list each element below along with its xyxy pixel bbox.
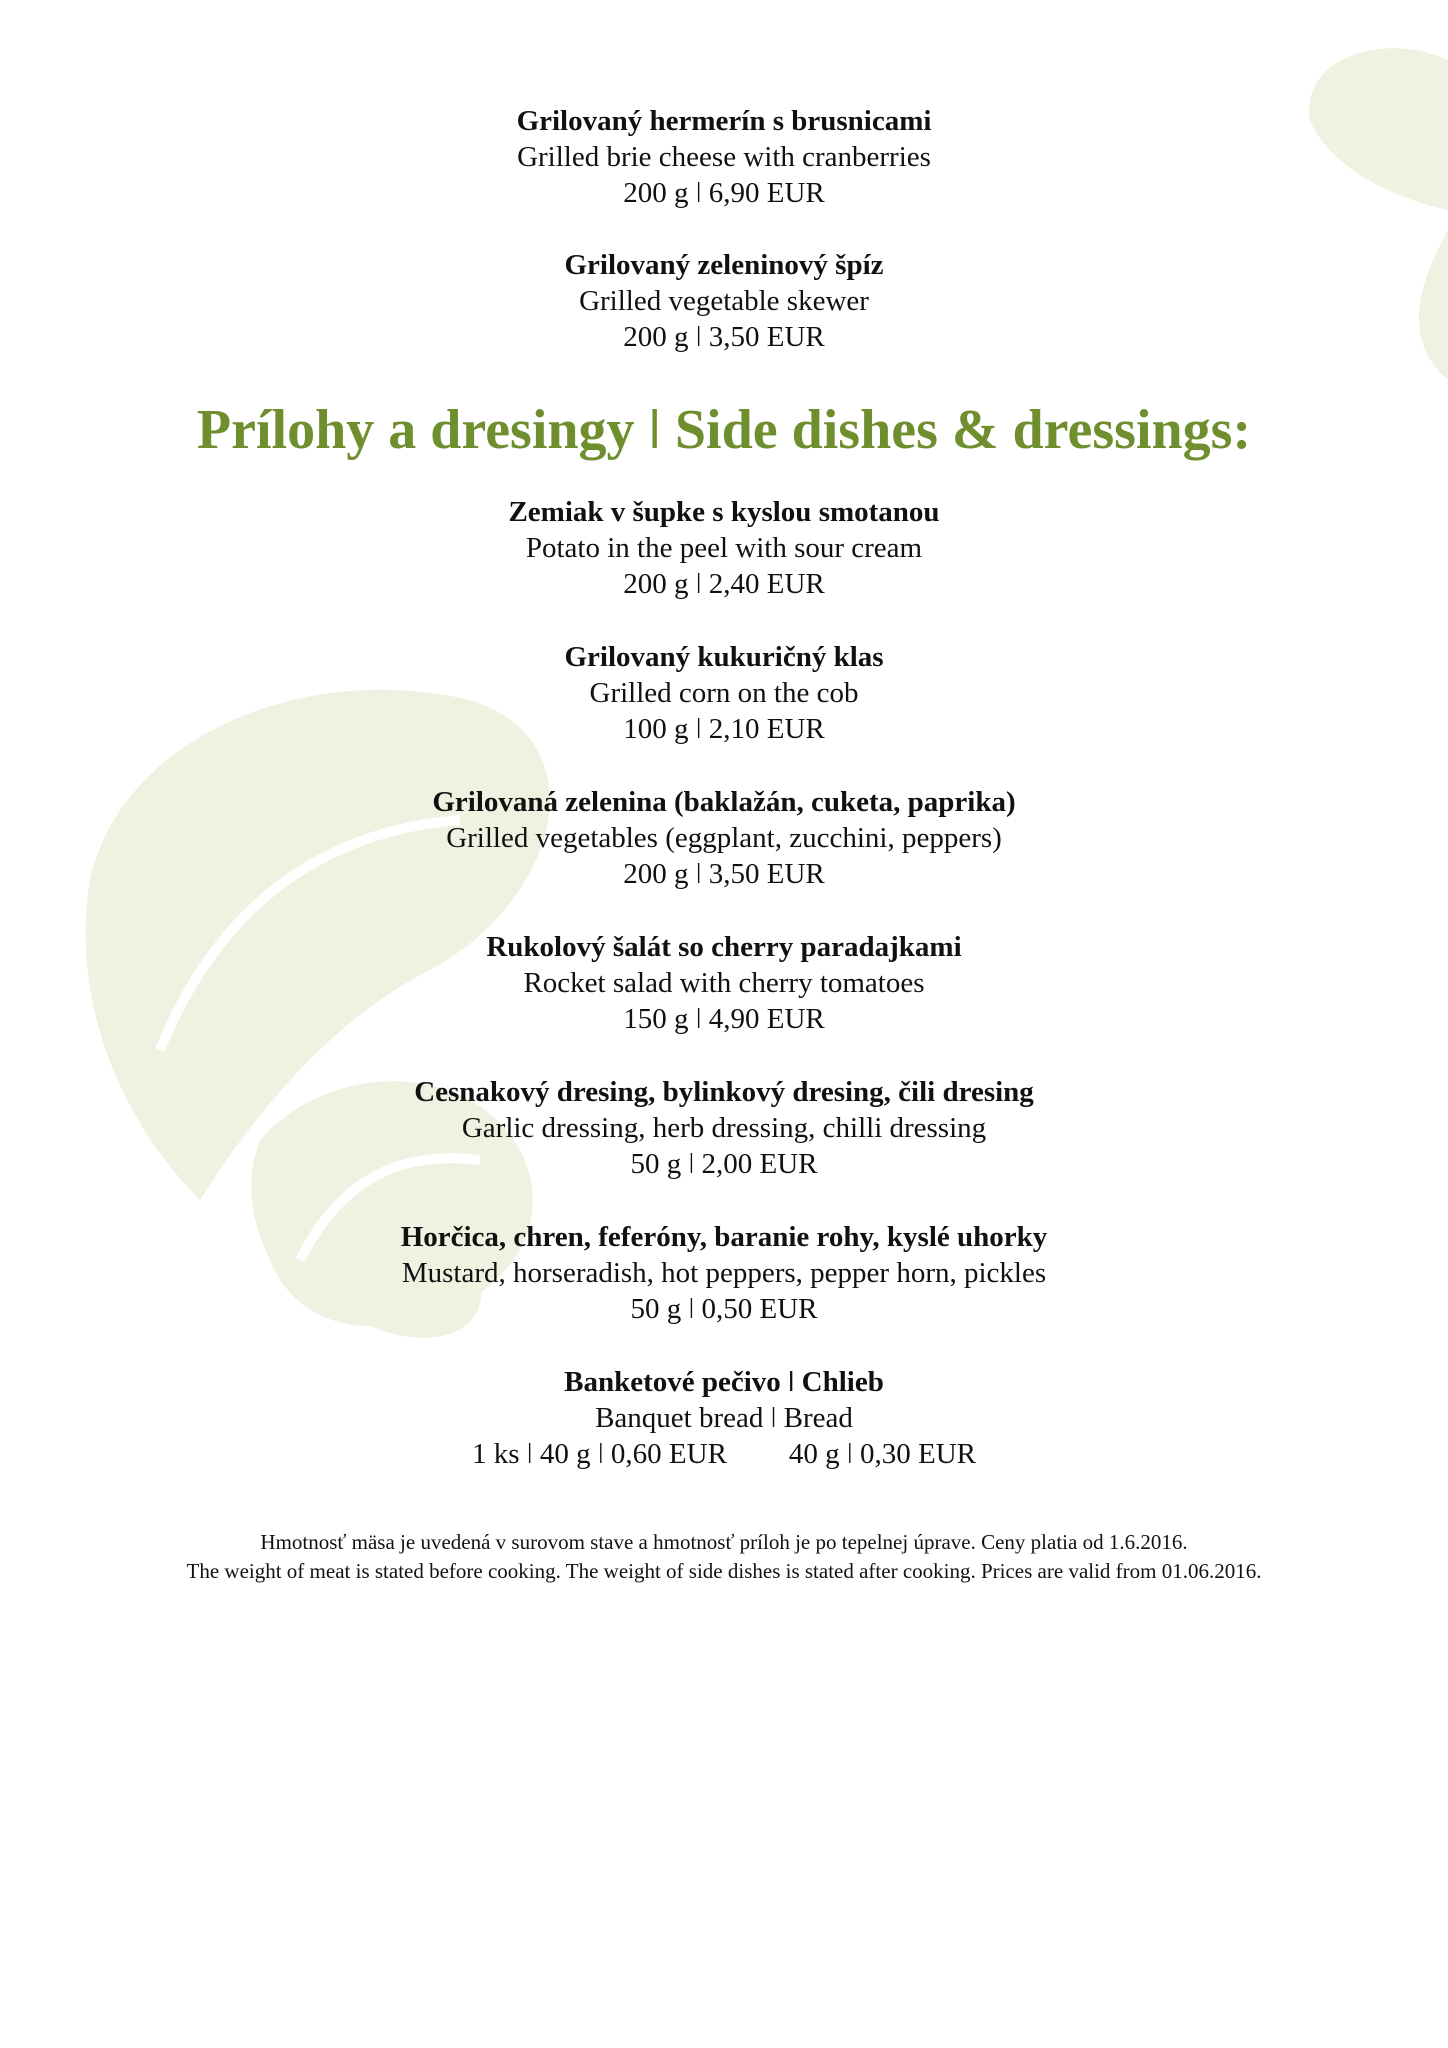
- item-price: 50 g ǀ 0,50 EUR: [630, 1293, 818, 1325]
- item-name-en: Banquet bread ǀ Bread: [595, 1402, 853, 1434]
- item-price: 200 g ǀ 3,50 EUR: [623, 858, 825, 890]
- menu-item: [0, 494, 1448, 602]
- item-name-sk: Banketové pečivo ǀ Chlieb: [564, 1366, 884, 1398]
- bread-price-loaf: 40 g ǀ 0,30 EUR: [788, 1438, 976, 1470]
- item-name-sk: Grilovaný zeleninový špíz: [564, 249, 884, 281]
- bread-price-roll: 1 ks ǀ 40 g ǀ 0,60 EUR: [472, 1438, 727, 1470]
- item-name-sk: Grilovaná zelenina (baklažán, cuketa, paprika): [432, 786, 1016, 818]
- item-name-sk: Cesnakový dresing, bylinkový dresing, čili dresing: [414, 1076, 1034, 1108]
- item-name-sk: Horčica, chren, feferóny, baranie rohy, kyslé uhorky: [400, 1221, 1048, 1253]
- item-name-en: Rocket salad with cherry tomatoes: [523, 967, 925, 999]
- menu-item: [0, 929, 1448, 1037]
- footer-note-en: The weight of meat is stated before cooking. The weight of side dishes is stated after cooking. Prices are valid from 01.06.2016.: [186, 1559, 1262, 1583]
- menu-item: [0, 639, 1448, 747]
- item-name-en: Garlic dressing, herb dressing, chilli dressing: [461, 1112, 987, 1144]
- item-price: 150 g ǀ 4,90 EUR: [623, 1003, 825, 1035]
- section-heading: Prílohy a dresingy ǀ Side dishes & dressings:: [196, 399, 1252, 461]
- item-name-en: Grilled brie cheese with cranberries: [517, 141, 931, 173]
- item-price: 50 g ǀ 2,00 EUR: [630, 1148, 818, 1180]
- menu-item: [0, 1219, 1448, 1327]
- item-name-en: Grilled vegetables (eggplant, zucchini, peppers): [446, 822, 1002, 854]
- item-name-en: Grilled vegetable skewer: [579, 285, 869, 317]
- footer-note: [0, 1528, 1448, 1586]
- menu-item: [0, 1074, 1448, 1182]
- menu-item: [0, 247, 1448, 355]
- item-price: 200 g ǀ 6,90 EUR: [623, 177, 825, 209]
- item-name-sk: Zemiak v šupke s kyslou smotanou: [508, 496, 940, 528]
- menu-item-bread: [0, 1364, 1448, 1472]
- item-name-en: Potato in the peel with sour cream: [525, 532, 923, 564]
- bread-price-row: [0, 1436, 1448, 1472]
- item-name-en: Grilled corn on the cob: [589, 677, 859, 709]
- item-name-sk: Grilovaný hermerín s brusnicami: [516, 105, 932, 137]
- item-name-sk: Grilovaný kukuričný klas: [564, 641, 884, 673]
- menu-item: [0, 103, 1448, 211]
- item-price: 200 g ǀ 3,50 EUR: [623, 321, 825, 353]
- item-price: 100 g ǀ 2,10 EUR: [623, 713, 825, 745]
- item-name-en: Mustard, horseradish, hot peppers, pepper horn, pickles: [401, 1257, 1047, 1289]
- footer-note-sk: Hmotnosť mäsa je uvedená v surovom stave a hmotnosť príloh je po tepelnej úprave. Ceny platia od 1.6.2016.: [260, 1530, 1188, 1554]
- item-price: 200 g ǀ 2,40 EUR: [623, 568, 825, 600]
- item-name-sk: Rukolový šalát so cherry paradajkami: [486, 931, 962, 963]
- menu-item: [0, 784, 1448, 892]
